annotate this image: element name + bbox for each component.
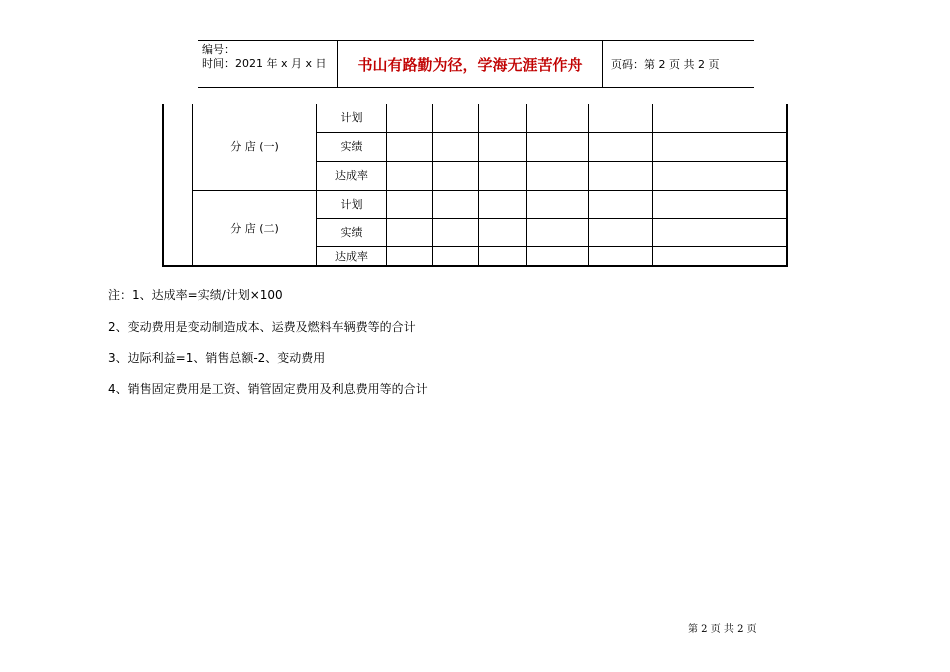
col-sep-group xyxy=(316,104,317,267)
group-label-1: 分 店 (一) xyxy=(230,140,279,153)
col-sep-type xyxy=(386,104,387,267)
col-sep-2 xyxy=(432,104,433,267)
row-label-rate: 达成率 xyxy=(335,169,368,182)
header-meta xyxy=(198,41,338,87)
header-page-code: 页码：第 2 页 共 2 页 xyxy=(611,58,720,71)
row-label-rate: 达成率 xyxy=(335,250,368,263)
col-sep-3 xyxy=(478,104,479,267)
table-border-left xyxy=(162,104,164,267)
row-sep-4 xyxy=(316,218,788,219)
row-label-actual: 实绩 xyxy=(340,226,363,239)
table-border-right xyxy=(786,104,788,267)
time-label: 时间：2021 年 x 月 x 日 xyxy=(202,57,327,70)
document-header xyxy=(198,40,754,88)
header-motto: 书山有路勤为径，学海无涯苦作舟 xyxy=(338,41,603,87)
group-sep xyxy=(192,190,788,191)
table-border-bottom xyxy=(162,265,788,267)
col-sep-6 xyxy=(652,104,653,267)
note-2: 2、变动费用是变动制造成本、运费及燃料车辆费等的合计 xyxy=(108,320,416,334)
page-footer: 第 2 页 共 2 页 xyxy=(688,624,757,635)
data-table xyxy=(162,104,788,267)
row-label-plan: 计划 xyxy=(340,198,363,211)
col-sep-5 xyxy=(588,104,589,267)
row-label-actual: 实绩 xyxy=(340,140,363,153)
note-1: 注：1、达成率=实绩/计划×100 xyxy=(108,288,283,302)
row-label-plan: 计划 xyxy=(340,111,363,124)
table-border-left-inner xyxy=(192,104,193,267)
note-4: 4、销售固定费用是工资、销管固定费用及利息费用等的合计 xyxy=(108,382,428,396)
row-sep-2 xyxy=(316,161,788,162)
note-3: 3、边际利益=1、销售总额-2、变动费用 xyxy=(108,351,326,365)
row-sep-5 xyxy=(316,246,788,247)
col-sep-4 xyxy=(526,104,527,267)
row-sep-1 xyxy=(316,132,788,133)
number-label: 编号： xyxy=(202,43,235,56)
group-label-2: 分 店 (二) xyxy=(230,222,279,235)
